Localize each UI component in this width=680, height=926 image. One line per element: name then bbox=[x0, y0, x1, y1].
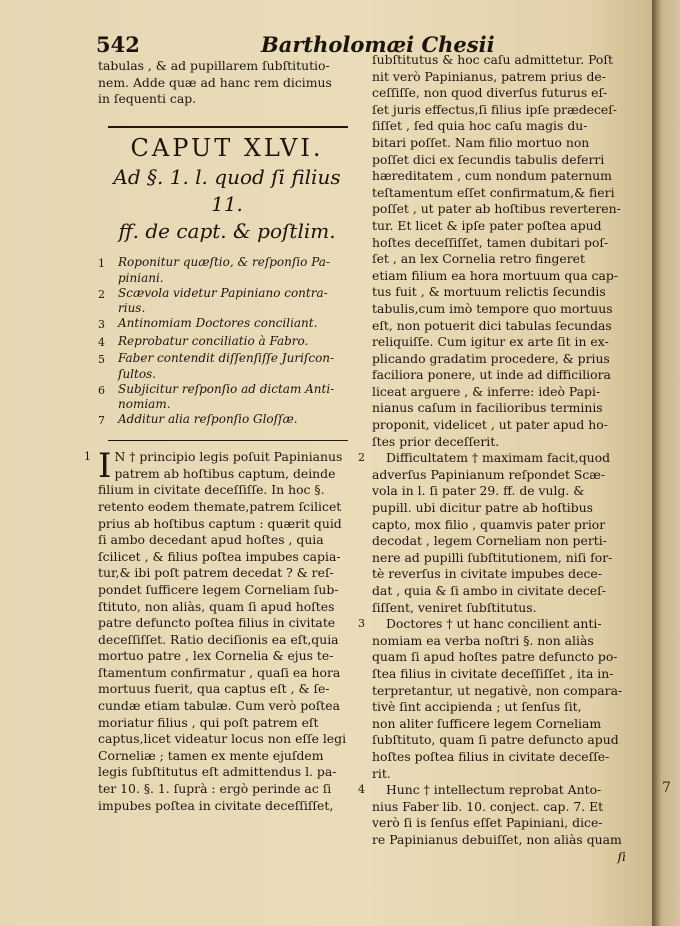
margin-number: 1 bbox=[84, 450, 91, 464]
text-line: patre defuncto poſtea filius in civitate bbox=[98, 615, 336, 631]
text-line: poſſet , ut pater ab hoſtibus reverteren- bbox=[372, 201, 621, 217]
summary-line: Faber contendit diſſenſiſſe Juriſcon- bbox=[118, 351, 335, 366]
text-line: prius ab hoſtibus captum : quærit quid bbox=[98, 515, 342, 531]
text-line: ſtea filius in civitate deceſſiſſet , ita in- bbox=[372, 665, 614, 681]
right-column bbox=[358, 52, 630, 865]
page-number: 542 bbox=[96, 32, 140, 57]
text-line: hoſtes deceſſiſſet, tamen dubitari poſ- bbox=[372, 234, 609, 250]
text-line: verò ſi is ſenſus eſſet Papiniani, dice- bbox=[372, 815, 603, 831]
text-line: pondet ſufficere legem Corneliam ſub- bbox=[98, 581, 339, 597]
text-line: mortuus fuerit, qua captus eſt , & ſe- bbox=[98, 681, 330, 697]
summary-number: 6 bbox=[98, 383, 105, 397]
text-line: proponit, videlicet , ut pater apud ho- bbox=[372, 417, 608, 433]
summary-line: piniani. bbox=[118, 270, 164, 285]
body-paragraph bbox=[372, 52, 630, 450]
text-line: pupill. ubi dicitur patre ab hoſtibus bbox=[372, 500, 594, 516]
running-head: Bartholomæi Chesii bbox=[261, 32, 495, 57]
text-line: tur. Et licet & ipſe pater poſtea apud bbox=[372, 217, 602, 233]
left-column bbox=[84, 58, 356, 814]
summary-text bbox=[118, 334, 356, 352]
text-line: ceſſiſſe, non quod diverſus futurus eſ- bbox=[372, 85, 608, 101]
summary-number: 5 bbox=[98, 353, 105, 367]
text-line: ſtes prior deceſſerit. bbox=[372, 433, 500, 449]
summary-number: 3 bbox=[98, 318, 105, 332]
text-line: impubes poſtea in civitate deceſſiſſet, bbox=[98, 797, 334, 813]
summary-number: 1 bbox=[98, 257, 105, 271]
body-paragraph bbox=[358, 450, 630, 616]
summary-text bbox=[118, 316, 356, 334]
title-line: ff. de capt. & poſtlim. bbox=[118, 219, 336, 244]
summary-item bbox=[98, 412, 356, 430]
summary-item bbox=[98, 255, 356, 285]
section-rule bbox=[108, 126, 348, 128]
text-line: hæreditatem , cum nondum paternum bbox=[372, 168, 612, 184]
catchword: ſi bbox=[617, 848, 626, 864]
text-line: deceſſiſſet. Ratio deciſionis ea eſt,quia bbox=[98, 631, 339, 647]
summary-line: ſultos. bbox=[118, 366, 157, 381]
text-line: decodat , legem Corneliam non perti- bbox=[372, 533, 607, 549]
adjacent-page-edge bbox=[652, 0, 680, 926]
text-line: tabulas , & ad pupillarem ſubſtitutio- bbox=[98, 58, 330, 73]
summary-rule bbox=[108, 440, 348, 442]
text-line: Doctores † ut hanc concilient anti- bbox=[386, 616, 602, 632]
text-line: tivè ſint accipienda ; ut ſenſus ſit, bbox=[372, 699, 582, 715]
summary-line: Antinomiam Doctores conciliant. bbox=[118, 316, 318, 331]
text-line: bitari poſſet. Nam filio mortuo non bbox=[372, 134, 590, 150]
margin-number: 4 bbox=[358, 783, 365, 797]
text-line: Difficultatem † maximam facit,quod bbox=[386, 450, 611, 466]
text-line: faciliora ponere, ut inde ad difficiliora bbox=[372, 367, 611, 383]
text-line: dat , quia & ſi ambo in civitate deceſ- bbox=[372, 583, 606, 598]
summary-item bbox=[98, 382, 356, 412]
text-line: ter 10. §. 1. ſuprà : ergò perinde ac ſi bbox=[98, 781, 332, 797]
summary-line: Reprobatur conciliatio à Fabro. bbox=[118, 333, 309, 348]
summary-text bbox=[118, 351, 356, 381]
text-line: captus,licet videatur locus non eſſe legi bbox=[98, 731, 347, 747]
text-line: ſtituto, non aliàs, quam ſi apud hoſtes bbox=[98, 598, 335, 614]
text-line: capto, mox filio , quamvis pater prior bbox=[372, 516, 606, 532]
text-line: tè reverſus in civitate impubes dece- bbox=[372, 566, 602, 582]
summary-list bbox=[98, 255, 356, 429]
text-line: rit. bbox=[372, 765, 391, 781]
text-line: tur,& ibi poſt patrem decedat ? & reſ- bbox=[98, 565, 334, 581]
summary-text bbox=[118, 382, 356, 412]
text-line: tus fuit , & mortuum relictis ſecundis bbox=[372, 284, 606, 300]
text-line: ſet , an lex Cornelia retro fingeret bbox=[372, 251, 585, 267]
text-line: nit verò Papinianus, patrem prius de- bbox=[372, 68, 606, 84]
text-line: hoſtes poſtea filius in civitate deceſſe- bbox=[372, 748, 610, 764]
drop-capital: I bbox=[98, 446, 112, 487]
summary-line: Roponitur quæſtio, & reſponſio Pa- bbox=[118, 255, 330, 270]
text-line: cundæ etiam tabulæ. Cum verò poſtea bbox=[98, 698, 341, 714]
left-top-text bbox=[98, 58, 356, 108]
summary-line: rius. bbox=[118, 300, 146, 315]
chapter-heading: CAPUT XLVI. bbox=[130, 133, 324, 162]
text-line: terpretantur, ut negativè, non compara- bbox=[372, 682, 623, 698]
text-line: re Papinianus debuiſſet, non aliàs quam bbox=[372, 831, 622, 847]
text-line: tabulis,cum imò tempore quo mortuus bbox=[372, 300, 613, 316]
text-line: ſiſſent, veniret ſubſtitutus. bbox=[372, 599, 537, 615]
text-line: retento eodem themate,patrem ſcilicet bbox=[98, 498, 342, 514]
text-line: Hunc † intellectum reprobat Anto- bbox=[386, 782, 602, 798]
margin-number: 3 bbox=[358, 617, 365, 631]
text-line: in ſequenti cap. bbox=[98, 91, 197, 107]
text-line: patrem ab hoſtibus captum, deinde bbox=[114, 465, 336, 481]
text-line: ſtamentum confirmatur , quaſi ea hora bbox=[98, 664, 341, 680]
summary-number: 4 bbox=[98, 335, 105, 349]
text-line: N † principio legis poſuit Papinianus bbox=[114, 449, 343, 465]
body-paragraph bbox=[84, 446, 356, 814]
text-line: eſt, non potuerit dici tabulas ſecundas bbox=[372, 317, 612, 333]
text-line: ſubſtituto, quam ſi patre defuncto apud bbox=[372, 732, 619, 748]
text-line: filium in civitate deceſſiſſe. In hoc §. bbox=[98, 482, 325, 498]
text-line: vola in l. ſi pater 29. ff. de vulg. & bbox=[372, 483, 585, 499]
text-line: moriatur filius , qui poſt patrem eſt bbox=[98, 714, 319, 730]
summary-line: Scævola videtur Papiniano contra- bbox=[118, 285, 328, 300]
summary-number: 7 bbox=[98, 414, 105, 428]
text-line: legis ſubſtitutus eſt admittendus l. pa- bbox=[98, 764, 337, 780]
margin-number: 2 bbox=[358, 451, 365, 465]
summary-item bbox=[98, 286, 356, 316]
text-line: ſet juris effectus,ſi filius ipſe prædeceſ- bbox=[372, 101, 618, 117]
text-line: ſi ambo decedant apud hoſtes , quia bbox=[98, 532, 324, 548]
text-line: nius Faber lib. 10. conject. cap. 7. Et bbox=[372, 798, 604, 814]
text-line: reliquiſſe. Cum igitur ex arte ſit in ex- bbox=[372, 334, 609, 350]
summary-text bbox=[118, 286, 356, 316]
text-line: liceat arguere , & inferre: ideò Papi- bbox=[372, 383, 601, 399]
text-line: teſtamentum eſſet confirmatum,& fieri bbox=[372, 184, 615, 200]
text-line: quam ſi apud hoſtes patre defuncto po- bbox=[372, 649, 618, 665]
title-line: Ad §. 1. l. quod ſi filius 11. bbox=[113, 165, 341, 217]
adjacent-page-digit: 7 bbox=[662, 780, 671, 796]
text-line: poſſet dici ex ſecundis tabulis deferri bbox=[372, 151, 605, 167]
text-line: plicando gradatim procedere, & prius bbox=[372, 350, 610, 366]
text-line: etiam filium ea hora mortuum qua cap- bbox=[372, 267, 618, 283]
text-line: nem. Adde quæ ad hanc rem dicimus bbox=[98, 74, 332, 90]
body-paragraph bbox=[358, 616, 630, 782]
summary-item bbox=[98, 351, 356, 381]
body-paragraph bbox=[358, 782, 630, 848]
text-line: ſubſtitutus & hoc caſu admittetur. Poſt bbox=[372, 52, 613, 67]
text-line: ſiſſet , ſed quia hoc caſu magis du- bbox=[372, 118, 588, 134]
chapter-title bbox=[98, 164, 356, 245]
summary-number: 2 bbox=[98, 287, 105, 301]
text-line: nomiam ea verba noſtri §. non aliàs bbox=[372, 632, 594, 648]
summary-item bbox=[98, 334, 356, 352]
summary-text bbox=[118, 412, 356, 430]
text-line: nere ad pupilli ſubſtitutionem, niſi for- bbox=[372, 549, 613, 565]
text-line: nianus caſum in facilioribus terminis bbox=[372, 400, 603, 416]
summary-text bbox=[118, 255, 356, 285]
text-line: ſcilicet , & filius poſtea impubes capia- bbox=[98, 548, 341, 564]
text-line: adverſus Papinianum reſpondet Scæ- bbox=[372, 466, 606, 482]
text-line: Corneliæ ; tamen ex mente ejuſdem bbox=[98, 747, 324, 763]
summary-line: nomiam. bbox=[118, 396, 171, 411]
summary-line: Additur alia reſponſio Gloſſæ. bbox=[118, 412, 298, 427]
summary-item bbox=[98, 316, 356, 334]
text-line: mortuo patre , lex Cornelia & ejus te- bbox=[98, 648, 334, 664]
summary-line: Subjicitur reſponſio ad dictam Anti- bbox=[118, 381, 335, 396]
text-line: non aliter ſufficere legem Corneliam bbox=[372, 715, 602, 731]
